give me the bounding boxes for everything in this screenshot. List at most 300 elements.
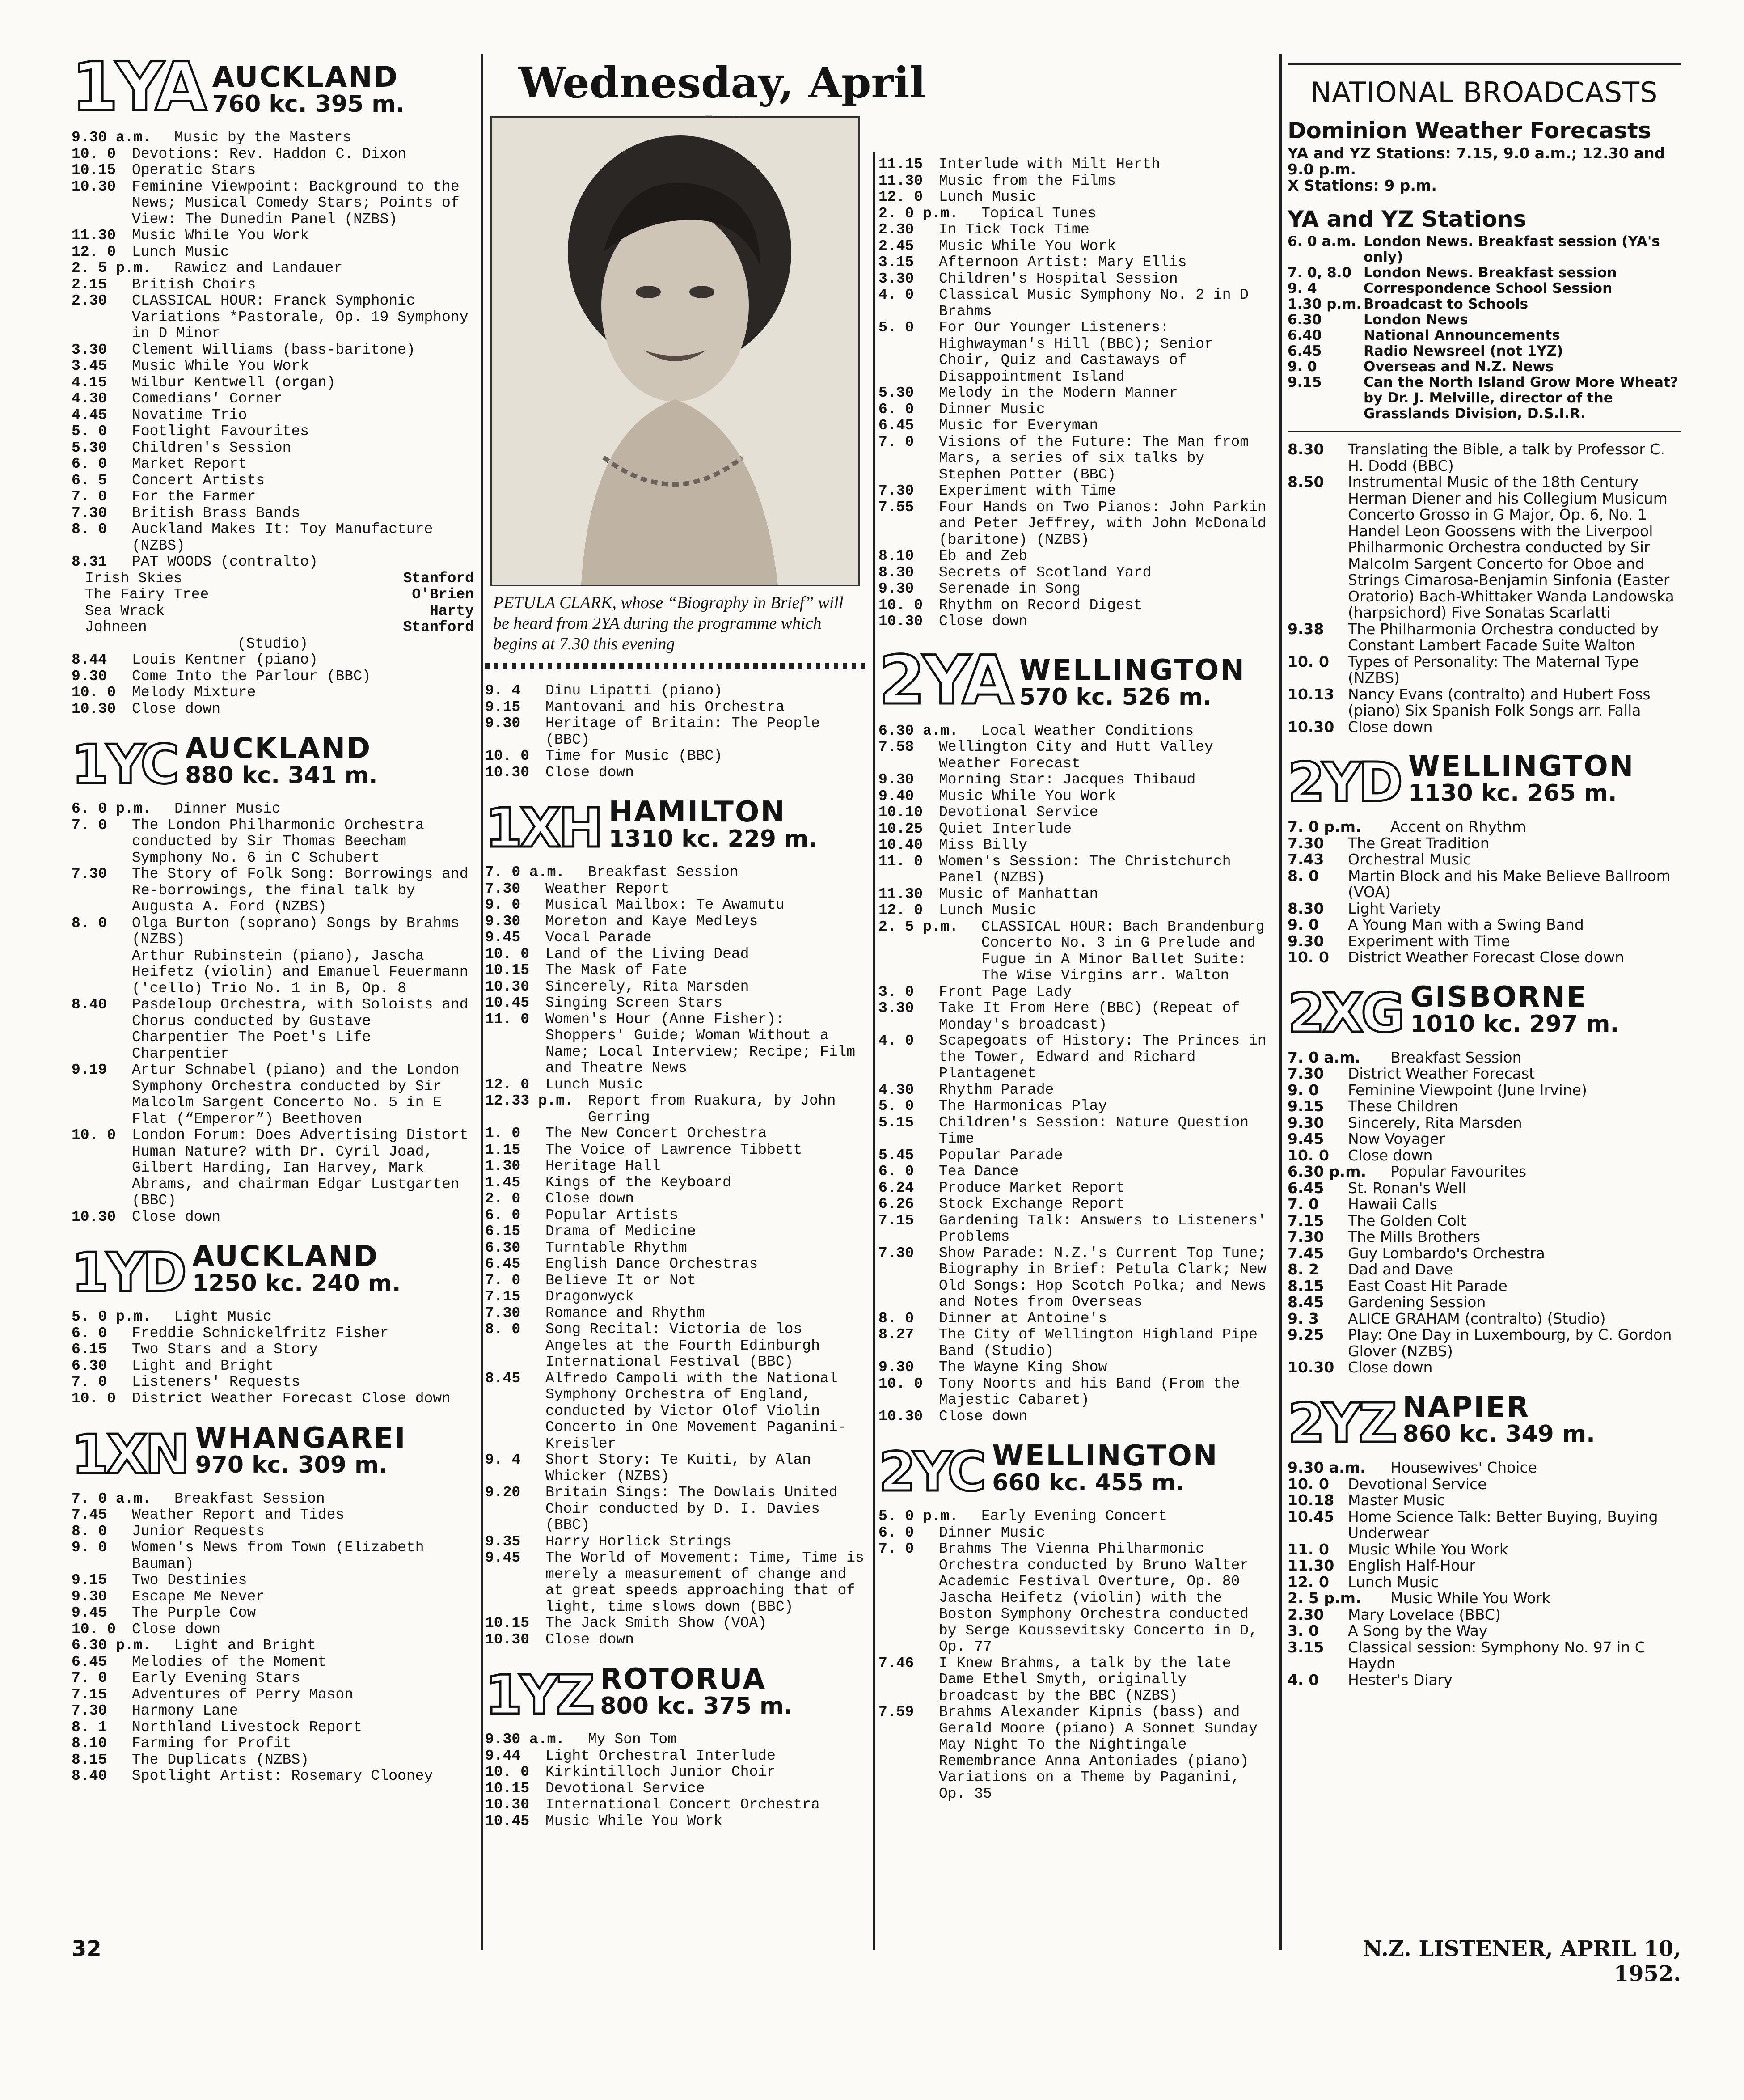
programme-row <box>72 489 474 505</box>
programme-time: 10. 0 <box>485 945 530 962</box>
programme-time: 7.30 <box>878 483 914 499</box>
programme-time: 9.45 <box>72 1605 107 1622</box>
programme-time: 5.45 <box>878 1147 914 1164</box>
programme-row <box>72 1638 474 1654</box>
programme-time: 7.30 <box>72 1702 107 1719</box>
programme-title: District Weather Forecast Close down <box>1348 948 1625 966</box>
programme-time: 6. 0 <box>878 1163 914 1180</box>
programme-row <box>878 320 1272 385</box>
programme-time: 8. 0 <box>878 1310 914 1327</box>
programme-row <box>72 701 474 718</box>
programme-time: 10.30 <box>72 1208 116 1225</box>
weather-x: X Stations: 9 p.m. <box>1288 177 1437 194</box>
programme-time: 4. 0 <box>1288 1671 1319 1689</box>
programme-row <box>878 418 1272 434</box>
programme-time: 6.45 <box>485 1256 521 1273</box>
programme-title: Harmony Lane <box>132 1702 238 1719</box>
programme-row <box>878 772 1272 788</box>
programme-row <box>72 1719 474 1736</box>
programme-row <box>878 1180 1272 1197</box>
programme-title: The Story of Folk Song: Borrowings and Re-borrowings, the final talk by Augusta A. Ford (NZBS) <box>132 866 469 915</box>
programme-time: 9.25 <box>1288 1326 1324 1344</box>
programme-time: 7. 0 a.m. <box>1288 1048 1361 1066</box>
programme-row <box>72 342 474 359</box>
programme-row <box>1288 1492 1681 1509</box>
national-item-title: London News. Breakfast session <box>1364 265 1617 281</box>
programme-title: Women's News from Town (Elizabeth Bauman) <box>132 1539 424 1572</box>
weather-ya-yz: YA and YZ Stations: 7.15, 9.0 a.m.; 12.30 and 9.0 p.m. <box>1288 144 1665 178</box>
programme-row <box>72 1687 474 1703</box>
programme-row <box>1288 1590 1681 1607</box>
programme-time: 10.45 <box>485 1812 530 1829</box>
programme-time: 3.15 <box>878 254 914 271</box>
programme-title: Scapegoats of History: The Princes in the Tower, Edward and Richard Plantagenet <box>939 1033 1267 1082</box>
station-header-2yd <box>1288 750 1681 814</box>
programme-time: 9.30 <box>878 771 914 788</box>
programme-row <box>878 1213 1272 1245</box>
programme-title: Musical Mailbox: Te Awamutu <box>545 897 785 914</box>
programme-row <box>72 391 474 407</box>
programme-time: 10.15 <box>485 1615 530 1632</box>
programme-time: 10. 0 <box>878 597 923 614</box>
programme-time: 7. 0 <box>1288 1195 1319 1213</box>
programme-title: Home Science Talk: Better Buying, Buying Underwear <box>1348 1507 1658 1542</box>
programme-title: District Weather Forecast <box>1348 1065 1535 1083</box>
programme-title: Experiment with Time <box>939 483 1116 499</box>
programme-title: I Knew Brahms, a talk by the late Dame Ethel Smyth, originally broadcast by the BBC (NZBS) <box>939 1655 1231 1704</box>
programme-time: 7.43 <box>1288 851 1324 868</box>
programme-title: Kirkintilloch Junior Choir <box>545 1764 776 1781</box>
programme-row <box>878 548 1272 565</box>
petula-clark-photo <box>492 118 858 585</box>
programme-time: 7.30 <box>1288 834 1324 852</box>
programme-row <box>878 984 1272 1001</box>
programme-time: 6.15 <box>72 1341 107 1358</box>
national-title: NATIONAL BROADCASTS <box>1310 76 1658 109</box>
programme-row <box>878 739 1272 772</box>
programme-time: 10.30 <box>1288 1359 1334 1376</box>
programme-time: 7. 0 <box>72 1374 107 1391</box>
programme-row <box>878 1311 1272 1327</box>
programme-title: Lunch Music <box>545 1076 643 1093</box>
programme-time: 7. 0 p.m. <box>1288 818 1361 836</box>
programme-title: Music While You Work <box>545 1812 723 1829</box>
programme-title: Dinu Lipatti (piano) <box>545 682 723 699</box>
programme-row <box>72 1589 474 1605</box>
programme-title: Lunch Music <box>132 243 229 260</box>
programme-time: 10.18 <box>1288 1491 1334 1509</box>
programme-title: Wellington City and Hutt Valley Weather Forecast <box>939 739 1213 772</box>
programme-title: Music While You Work <box>132 358 309 374</box>
national-item <box>1288 375 1681 422</box>
programme-time: 2. 0 <box>485 1190 521 1207</box>
programme-time: 7.59 <box>878 1704 914 1721</box>
programme-time: 8. 0 <box>1288 867 1319 885</box>
programme-row <box>72 130 474 146</box>
station-header-2xg <box>1288 980 1681 1045</box>
programme-title: PAT WOODS (contralto) <box>132 554 318 570</box>
station-city: WELLINGTON <box>1019 654 1246 687</box>
programme-title: Close down <box>1348 1146 1433 1164</box>
programme-row <box>878 385 1272 402</box>
programme-title: The Purple Cow <box>132 1605 256 1622</box>
programme-title: Footlight Favourites <box>132 423 309 440</box>
programme-title: Classical session: Symphony No. 97 in C Haydn <box>1348 1638 1645 1672</box>
programme-time: 3.45 <box>72 358 107 374</box>
programme-title: Moreton and Kaye Medleys <box>545 913 758 930</box>
programme-row <box>72 1605 474 1622</box>
station-callsign: 1XH <box>485 797 601 860</box>
programme-title: Close down <box>132 1208 221 1225</box>
programme-title: Feminine Viewpoint: Background to the News; Musical Comedy Stars; Points of View: The Dunedin Panel (NZBS) <box>132 178 460 228</box>
programme-row <box>878 581 1272 597</box>
station-callsign: 1XN <box>72 1423 187 1486</box>
schedule-1yc <box>72 801 474 1225</box>
programme-title: Turntable Rhythm <box>545 1239 687 1256</box>
station-frequency: 880 kc. 341 m. <box>185 762 378 789</box>
programme-row <box>1288 1147 1681 1164</box>
programme-time: 9.30 a.m. <box>485 1731 565 1748</box>
programme-time: 12.33 p.m. <box>485 1092 574 1109</box>
programme-time: 8.10 <box>72 1735 107 1752</box>
programme-title: Melody in the Modern Manner <box>939 385 1178 401</box>
programme-row <box>1288 1509 1681 1541</box>
national-item-title: Overseas and N.Z. News <box>1364 359 1554 375</box>
page-number: 32 <box>72 1936 101 1961</box>
programme-row <box>485 1550 865 1615</box>
programme-time: 10.25 <box>878 820 923 837</box>
programme-title: Front Page Lady <box>939 983 1072 1000</box>
programme-time: 10.13 <box>1288 685 1334 703</box>
programme-title: Hawaii Calls <box>1348 1195 1437 1213</box>
programme-row <box>485 1224 865 1240</box>
programme-row <box>878 1082 1272 1099</box>
programme-row <box>72 801 474 817</box>
programme-time: 9. 0 <box>72 1539 107 1556</box>
programme-time: 9. 0 <box>1288 916 1319 934</box>
programme-row <box>878 788 1272 805</box>
programme-row <box>878 157 1272 173</box>
programme-time: 10.30 <box>485 978 530 995</box>
programme-row <box>1288 1131 1681 1147</box>
programme-title: Britain Sings: The Dowlais United Choir conducted by D. I. Davies (BBC) <box>545 1484 838 1534</box>
programme-row <box>485 748 865 765</box>
station-city: AUCKLAND <box>185 732 372 765</box>
programme-title: Dinner at Antoine's <box>939 1310 1107 1327</box>
programme-title: The Mask of Fate <box>545 962 687 979</box>
programme-time: 3. 0 <box>1288 1622 1319 1640</box>
programme-title: Romance and Rhythm <box>545 1304 705 1321</box>
page-date: Wednesday, April <box>518 58 926 108</box>
station-header-1yz <box>485 1663 865 1727</box>
programme-time: 9.45 <box>485 1550 521 1567</box>
programme-row <box>878 1164 1272 1180</box>
programme-title: For the Farmer <box>132 488 256 505</box>
programme-title: The Harmonicas Play <box>939 1098 1107 1114</box>
programme-title: Farming for Profit <box>132 1735 291 1752</box>
programme-row <box>485 1126 865 1142</box>
song-list-1ya <box>72 571 474 636</box>
song-composer: Harty <box>429 602 474 619</box>
song-title: The Fairy Tree <box>85 586 209 603</box>
programme-row <box>72 375 474 391</box>
schedule-1ya <box>72 130 474 571</box>
programme-time: 5. 0 p.m. <box>878 1508 959 1525</box>
programme-row <box>72 1507 474 1524</box>
programme-time: 1.30 <box>485 1158 521 1175</box>
programme-time: 10. 0 <box>878 1375 923 1392</box>
song-title: Sea Wrack <box>85 602 165 619</box>
song-title: Irish Skies <box>85 570 182 587</box>
station-header-1xh <box>485 796 865 860</box>
programme-time: 9. 3 <box>1288 1309 1319 1327</box>
programme-row <box>878 173 1272 190</box>
programme-time: 9.30 <box>72 668 107 685</box>
programme-row <box>878 238 1272 255</box>
programme-time: 6.45 <box>878 417 914 434</box>
programme-time: 5.30 <box>878 385 914 401</box>
programme-time: 11. 0 <box>485 1011 530 1028</box>
programme-time: 6.30 <box>72 1357 107 1374</box>
programme-time: 4. 0 <box>878 287 914 303</box>
column-rule <box>1279 54 1282 1950</box>
programme-title: Singing Screen Stars <box>545 995 723 1012</box>
programme-title: The Voice of Lawrence Tibbett <box>545 1141 802 1158</box>
programme-title: Music While You Work <box>1390 1589 1550 1607</box>
programme-row <box>1288 1245 1681 1262</box>
station-callsign: 1YC <box>72 734 177 796</box>
programme-time: 1. 0 <box>485 1125 521 1142</box>
programme-time: 8.27 <box>878 1326 914 1343</box>
programme-row <box>878 1655 1272 1705</box>
programme-time: 10.30 <box>1288 718 1334 736</box>
programme-title: Devotions: Rev. Haddon C. Dixon <box>132 145 406 162</box>
programme-time: 10.30 <box>485 1796 530 1813</box>
station-city: ROTORUA <box>600 1663 766 1696</box>
programme-row <box>878 254 1272 271</box>
programme-title: Devotional Service <box>1348 1475 1487 1493</box>
programme-time: 7.30 <box>72 504 107 521</box>
programme-time: 2. 5 p.m. <box>878 918 959 935</box>
programme-row <box>878 483 1272 500</box>
programme-title: Show Parade: N.Z.'s Current Top Tune; Biography in Brief: Petula Clark; New Old Songs: Hop Scotch Polka; and News and Notes from Overseas <box>939 1245 1267 1310</box>
programme-time: 7. 0 <box>72 1670 107 1687</box>
programme-title: CLASSICAL HOUR: Franck Symphonic Variations *Pastorale, Op. 19 Symphony in D Minor <box>132 292 469 342</box>
programme-title: Sincerely, Rita Marsden <box>1348 1114 1522 1131</box>
programme-row <box>1288 1672 1681 1689</box>
programme-time: 10. 0 <box>1288 652 1329 670</box>
programme-row <box>878 1245 1272 1311</box>
station-frequency: 570 kc. 526 m. <box>1019 684 1212 711</box>
programme-title: Song Recital: Victoria de los Angeles at the Fourth Edinburgh International Festival (BBC) <box>545 1321 820 1371</box>
programme-title: The City of Wellington Highland Pipe Band (Studio) <box>939 1326 1258 1359</box>
programme-title: Time for Music (BBC) <box>545 748 723 764</box>
programme-time: 10. 0 <box>485 748 530 764</box>
programme-row <box>878 597 1272 614</box>
programme-time: 7.15 <box>485 1288 521 1305</box>
programme-time: 9.15 <box>72 1572 107 1589</box>
programme-title: Breakfast Session <box>588 864 739 881</box>
national-item <box>1288 281 1681 296</box>
programme-title: Dad and Dave <box>1348 1261 1453 1279</box>
programme-row <box>878 1508 1272 1525</box>
programme-time: 7.30 <box>878 1245 914 1262</box>
schedule-national-evening <box>1288 441 1681 735</box>
programme-time: 7.15 <box>878 1212 914 1229</box>
programme-title: Close down <box>939 613 1028 630</box>
programme-title: CLASSICAL HOUR: Bach Brandenburg Concerto No. 3 in G Prelude and Fugue in A Minor Ballet Suite: The Wise Virgins arr. Walton <box>981 918 1265 984</box>
programme-title: Afternoon Artist: Mary Ellis <box>939 254 1187 271</box>
programme-title: Close down <box>545 1631 634 1648</box>
programme-time: 3.15 <box>1288 1638 1324 1656</box>
programme-title: Popular Parade <box>939 1147 1063 1164</box>
programme-row <box>72 179 474 228</box>
programme-title: Early Evening Concert <box>981 1508 1167 1525</box>
schedule-1xh <box>485 864 865 1648</box>
programme-time: 8.44 <box>72 652 107 668</box>
programme-time: 2.30 <box>72 292 107 309</box>
programme-time: 8. 2 <box>1288 1261 1319 1279</box>
programme-title: English Dance Orchestras <box>545 1256 758 1273</box>
programme-time: 1.15 <box>485 1141 521 1158</box>
schedule-1xn <box>72 1491 474 1785</box>
programme-time: 7.45 <box>72 1507 107 1524</box>
programme-row <box>1288 654 1681 686</box>
programme-title: Come Into the Parlour (BBC) <box>132 668 371 685</box>
programme-title: Melodies of the Moment <box>132 1653 327 1670</box>
programme-time: 8.30 <box>1288 899 1324 917</box>
divider <box>1288 431 1681 432</box>
programme-time: 7. 0 <box>878 433 914 450</box>
station-callsign: 2YC <box>878 1441 984 1504</box>
programme-time: 11. 0 <box>1288 1540 1329 1558</box>
programme-title: Spotlight Artist: Rosemary Clooney <box>132 1768 433 1785</box>
programme-row <box>878 1098 1272 1115</box>
programme-title: Serenade in Song <box>939 580 1081 597</box>
programme-time: 2.15 <box>72 276 107 293</box>
programme-title: Northland Livestock Report <box>132 1719 362 1736</box>
schedule-1yd <box>72 1309 474 1407</box>
programme-time: 9.45 <box>485 929 521 946</box>
programme-title: The New Concert Orchestra <box>545 1125 767 1142</box>
programme-title: Heritage of Britain: The People (BBC) <box>545 715 820 748</box>
programme-title: Escape Me Never <box>132 1588 265 1605</box>
programme-time: 9.30 <box>1288 1114 1324 1131</box>
programme-title: English Half-Hour <box>1348 1557 1476 1575</box>
programme-title: Close down <box>545 1190 634 1207</box>
programme-title: Light Music <box>174 1308 272 1325</box>
programme-title: Sincerely, Rita Marsden <box>545 978 749 995</box>
programme-title: Instrumental Music of the 18th Century Herman Diener and his Collegium Musicum Concerto Grosso in G Major, Op. 6, No. 1 Handel Leon Goossens with the Liverpool Philharmonic Orchestra conducted by Sir Malcolm Sargent Concerto for Oboe and Strings Cimarosa-Benjamin Sinfonia (Easter Oratorio) Bach-Whittaker Wanda Landowska (harpsichord) Five Sonatas Scarlatti <box>1348 473 1674 621</box>
programme-row <box>878 886 1272 903</box>
programme-title: Freddie Schnickelfritz Fisher <box>132 1325 389 1342</box>
programme-row <box>878 500 1272 549</box>
programme-title: London Forum: Does Advertising Distort Human Nature? with Dr. Cyril Joad, Gilbert Harding, Ian Harvey, Mark Abrams, and chairman Edgar Lustgarten (BBC) <box>132 1127 469 1209</box>
programme-time: 8. 0 <box>72 1523 107 1540</box>
programme-title: Housewives' Choice <box>1390 1459 1537 1477</box>
portrait-photo <box>490 116 860 586</box>
programme-time: 7.58 <box>878 739 914 755</box>
programme-title: A Young Man with a Swing Band <box>1348 916 1584 934</box>
programme-row <box>485 1093 865 1126</box>
programme-row <box>878 1376 1272 1409</box>
programme-time: 7. 0 <box>878 1541 914 1558</box>
programme-time: 10.15 <box>485 1780 530 1797</box>
programme-row <box>72 1209 474 1226</box>
programme-title: Now Voyager <box>1348 1130 1445 1148</box>
programme-time: 9. 0 <box>485 897 521 914</box>
national-broadcasts-box <box>1288 63 1681 1688</box>
programme-time <box>72 948 132 997</box>
programme-title: Tony Noorts and his Band (From the Majestic Cabaret) <box>939 1375 1240 1408</box>
programme-row <box>1288 917 1681 933</box>
station-city: AUCKLAND <box>192 1240 379 1274</box>
programme-time: 12. 0 <box>878 189 923 205</box>
programme-time: 8.30 <box>878 564 914 581</box>
programme-row <box>1288 1558 1681 1574</box>
programme-row <box>72 1670 474 1687</box>
song-row <box>85 571 474 587</box>
programme-row <box>72 228 474 244</box>
programme-row <box>485 881 865 898</box>
programme-row <box>1288 819 1681 835</box>
programme-title: Close down <box>132 1621 221 1638</box>
programme-title: Play: One Day in Luxembourg, by C. Gordon Glover (NZBS) <box>1348 1326 1672 1360</box>
programme-row <box>878 1115 1272 1147</box>
programme-title: Arthur Rubinstein (piano), Jascha Heifetz (violin) and Emanuel Feuermann ('cello) Trio No. 1 in B, Op. 8 <box>132 947 469 997</box>
programme-row <box>878 434 1272 483</box>
programme-title: Brahms Alexander Kipnis (bass) and Gerald Moore (piano) A Sonnet Sunday May Night To the Nightingale Remembrance Anna Antoniades (piano) Variations on a Theme by Paganini, Op. 35 <box>939 1704 1258 1802</box>
programme-title: Classical Music Symphony No. 2 in D Brahms <box>939 287 1249 320</box>
programme-row <box>485 683 865 699</box>
programme-title: Light and Bright <box>132 1357 274 1374</box>
programme-row <box>485 1781 865 1797</box>
station-header-1ya <box>72 48 474 126</box>
programme-title: Morning Star: Jacques Thibaud <box>939 771 1196 788</box>
programme-row <box>72 473 474 489</box>
programme-title: Guy Lombardo's Orchestra <box>1348 1244 1545 1262</box>
programme-title: Feminine Viewpoint (June Irvine) <box>1348 1081 1587 1099</box>
programme-time: 6. 0 <box>878 1524 914 1541</box>
programme-row <box>72 948 474 997</box>
programme-row <box>878 222 1272 238</box>
schedule-2ya-morning <box>878 157 1272 630</box>
programme-title: Tea Dance <box>939 1163 1019 1180</box>
programme-row <box>72 1736 474 1752</box>
station-city: WELLINGTON <box>1408 750 1635 783</box>
programme-title: Women's Session: The Christchurch Panel (NZBS) <box>939 853 1231 886</box>
song-row <box>85 587 474 603</box>
programme-row <box>485 716 865 748</box>
programme-time: 10. 0 <box>72 1621 116 1638</box>
programme-row <box>485 946 865 963</box>
programme-time: 4.30 <box>72 390 107 407</box>
programme-time: 6.30 p.m. <box>72 1637 152 1654</box>
national-item-time: 9. 4 <box>1288 280 1317 296</box>
programme-title: Comedians' Corner <box>132 390 283 407</box>
programme-time: 9. 4 <box>485 682 521 699</box>
programme-time: 10.30 <box>878 613 923 630</box>
station-header-1yc <box>72 732 474 796</box>
programme-title: The Philharmonia Orchestra conducted by Constant Lambert Facade Suite Walton <box>1348 620 1659 654</box>
programme-time: 7.30 <box>72 866 107 883</box>
national-item-title: Can the North Island Grow More Wheat? by Dr. J. Melville, director of the Grasslands Division, D.S.I.R. <box>1364 374 1678 422</box>
programme-time: 10.30 <box>72 700 116 717</box>
programme-row <box>1288 1359 1681 1376</box>
programme-row <box>1288 1164 1681 1180</box>
programme-row <box>72 685 474 701</box>
programme-title: British Choirs <box>132 276 256 293</box>
